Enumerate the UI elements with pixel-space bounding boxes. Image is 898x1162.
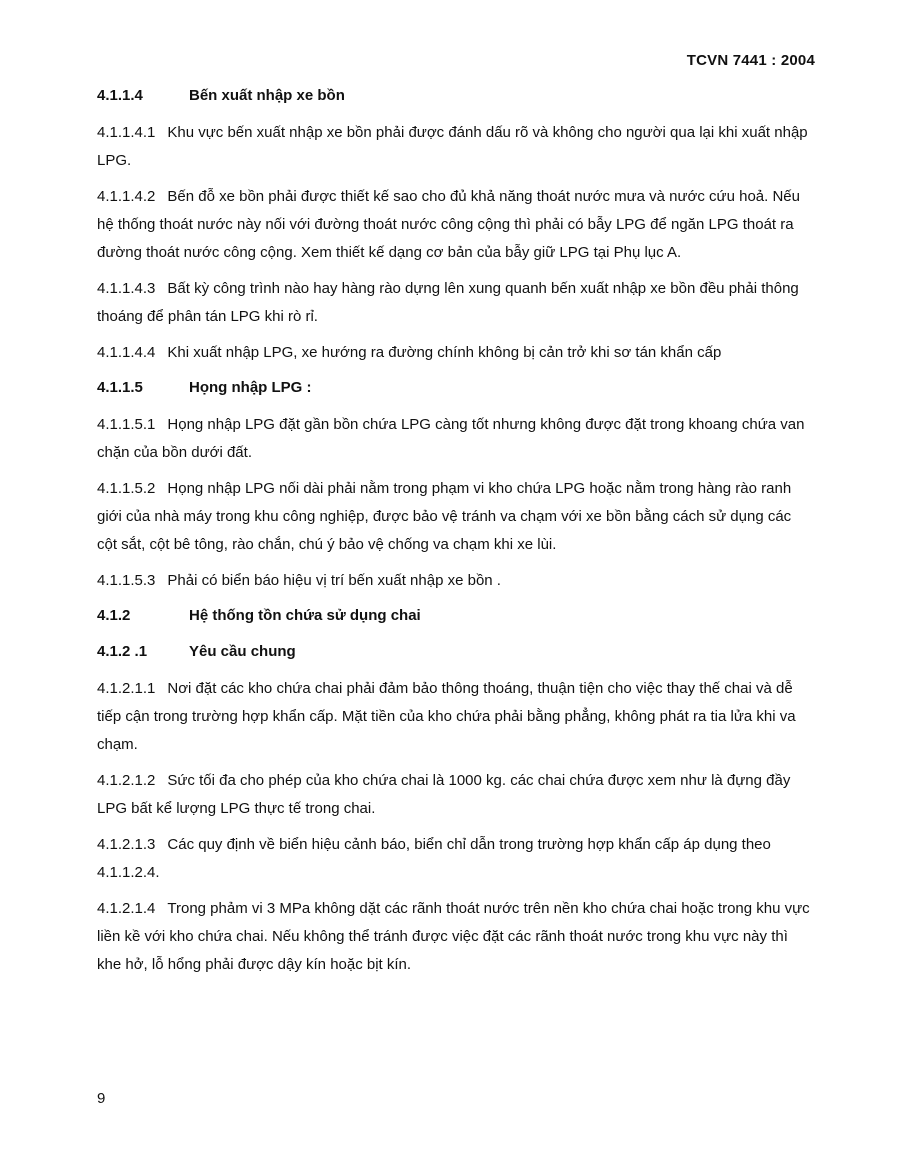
paragraph	[97, 567, 815, 595]
clause-number: 4.1.1.4.3	[97, 280, 156, 297]
paragraph	[97, 339, 815, 367]
document-body	[97, 83, 815, 987]
paragraph-text: Phải có biển báo hiệu vị trí bến xuất nhập xe bồn .	[167, 572, 501, 589]
paragraph-text: Bất kỳ công trình nào hay hàng rào dựng lên xung quanh bến xuất nhập xe bồn đều phải thông thoáng để phân tán LPG khi rò rỉ.	[97, 280, 799, 325]
heading-text: Hệ thống tồn chứa sử dụng chai	[189, 607, 421, 624]
document-header: TCVN 7441 : 2004	[686, 52, 815, 69]
page-number: 9	[97, 1090, 106, 1107]
heading-text: Bến xuất nhập xe bồn	[189, 87, 345, 104]
paragraph-text: Họng nhập LPG nối dài phải nằm trong phạm vi kho chứa LPG hoặc nằm trong hàng rào ranh giới của nhà máy trong khu công nghiệp, được bảo vệ tránh va chạm với xe bồn bằng cách sử dụng các cột sắt, cột bê tông, rào chắn, chú ý bảo vệ chống va chạm khi xe lùi.	[97, 480, 792, 553]
clause-number: 4.1.2 .1	[97, 643, 148, 660]
heading-text: Họng nhập LPG :	[189, 379, 312, 396]
section-heading	[97, 603, 815, 629]
paragraph-text: Bến đỗ xe bồn phải được thiết kế sao cho đủ khả năng thoát nước mưa và nước cứu hoả. Nếu hệ thống thoát nước này nối với đường thoát nước công cộng thì phải có bẫy LPG để ngăn LPG thoát ra đường thoát nước công cộng. Xem thiết kế dạng cơ bản của bẫy giữ LPG tại Phụ lục A.	[97, 188, 800, 261]
clause-number: 4.1.2.1.2	[97, 772, 156, 789]
paragraph	[97, 675, 815, 759]
clause-number: 4.1.2.1.1	[97, 680, 156, 697]
paragraph	[97, 895, 815, 979]
section-heading	[97, 83, 815, 109]
section-heading	[97, 375, 815, 401]
clause-number: 4.1.1.4	[97, 87, 143, 104]
paragraph-text: Các quy định về biển hiệu cảnh báo, biển chỉ dẫn trong trường hợp khẩn cấp áp dụng theo 4.1.1.2.4.	[97, 836, 771, 881]
clause-number: 4.1.2.1.4	[97, 900, 156, 917]
paragraph-text: Họng nhập LPG đặt gần bồn chứa LPG càng tốt nhưng không được đặt trong khoang chứa van chặn của bồn dưới đất.	[97, 416, 805, 461]
paragraph-text: Trong phảm vi 3 MPa không dặt các rãnh thoát nước trên nền kho chứa chai hoặc trong khu vực liền kề với kho chứa chai. Nếu không thể tránh được việc đặt các rãnh thoát nước trong khu vực này thì khe hở, lỗ hổng phải được dậy kín hoặc bịt kín.	[97, 900, 810, 973]
clause-number: 4.1.2	[97, 607, 131, 624]
clause-number: 4.1.1.5.1	[97, 416, 156, 433]
section-heading	[97, 639, 815, 665]
heading-text: Yêu cầu chung	[189, 643, 296, 660]
paragraph	[97, 183, 815, 267]
clause-number: 4.1.1.5	[97, 379, 143, 396]
paragraph	[97, 475, 815, 559]
paragraph	[97, 119, 815, 175]
paragraph	[97, 767, 815, 823]
paragraph-text: Sức tối đa cho phép của kho chứa chai là 1000 kg. các chai chứa được xem như là đựng đầy LPG bất kể lượng LPG thực tế trong chai.	[97, 772, 791, 817]
clause-number: 4.1.1.4.2	[97, 188, 156, 205]
paragraph-text: Nơi đặt các kho chứa chai phải đảm bảo thông thoáng, thuận tiện cho việc thay thế chai và dễ tiếp cận trong trường hợp khẩn cấp. Mặt tiền của kho chứa phải bằng phẳng, không phát ra tia lửa khi va chạm.	[97, 680, 796, 753]
paragraph-text: Khu vực bến xuất nhập xe bồn phải được đánh dấu rõ và không cho người qua lại khi xuất nhập LPG.	[97, 124, 808, 169]
clause-number: 4.1.1.4.1	[97, 124, 156, 141]
paragraph	[97, 831, 815, 887]
clause-number: 4.1.1.4.4	[97, 344, 156, 361]
clause-number: 4.1.1.5.3	[97, 572, 156, 589]
clause-number: 4.1.1.5.2	[97, 480, 156, 497]
paragraph	[97, 275, 815, 331]
clause-number: 4.1.2.1.3	[97, 836, 156, 853]
paragraph	[97, 411, 815, 467]
paragraph-text: Khi xuất nhập LPG, xe hướng ra đường chính không bị cản trở khi sơ tán khẩn cấp	[167, 344, 722, 361]
